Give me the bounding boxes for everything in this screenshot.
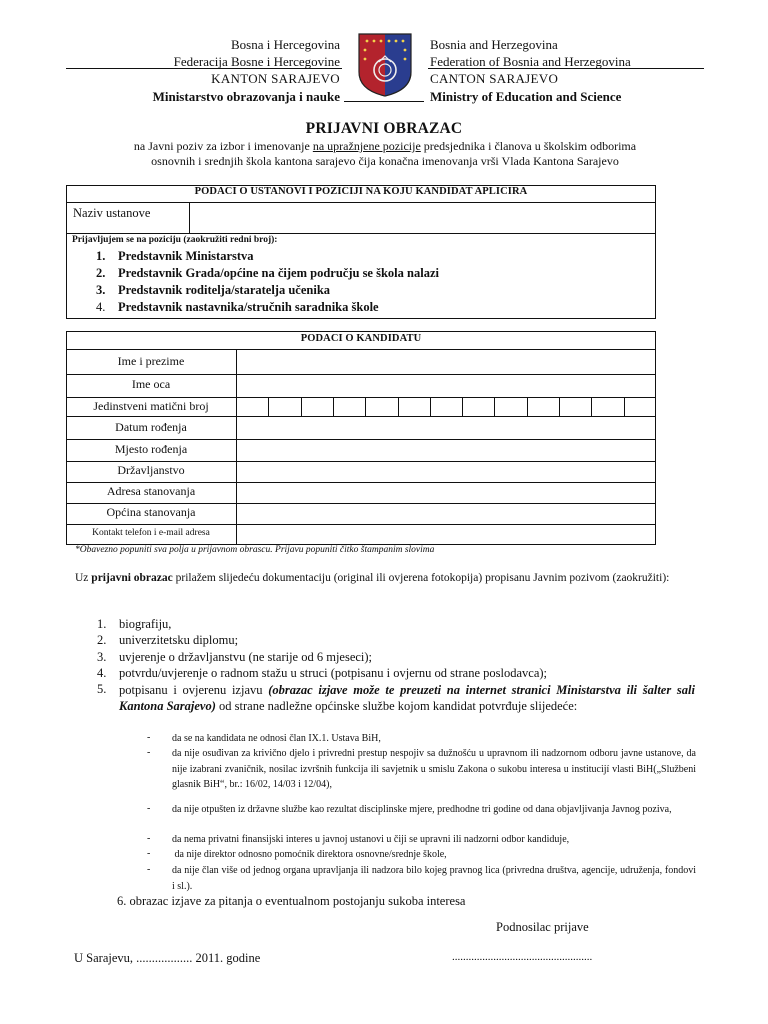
- item5-pre: potpisanu i ovjerenu izjavu: [119, 683, 269, 697]
- intro-pre: Uz: [75, 572, 92, 584]
- doc-item-1[interactable]: [97, 617, 171, 632]
- birth-date-field[interactable]: [238, 418, 654, 438]
- position-option-3[interactable]: [96, 282, 439, 299]
- condition-6: da nije član više od jednog organa upravljanja ili nadzora bilo kojeg pravnog lica (privredna društva, agencije, udruženja, fondovi i sl.).: [172, 865, 696, 892]
- divider: [236, 349, 237, 545]
- option-number: 3.: [96, 283, 106, 297]
- intro-bold: prijavni obrazac: [91, 572, 173, 584]
- divider: [66, 524, 656, 525]
- form-title: PRIJAVNI OBRAZAC: [305, 120, 463, 137]
- jmbg-digit-box[interactable]: [398, 397, 430, 417]
- jmbg-digit-box[interactable]: [236, 397, 268, 417]
- jmbg-digit-box[interactable]: [430, 397, 462, 417]
- row-label-birth-place: Mjesto rođenja: [114, 442, 188, 456]
- jmbg-digit-box[interactable]: [301, 397, 333, 417]
- place-date-line[interactable]: U Sarajevu, .................. 2011. godine: [74, 951, 261, 965]
- jmbg-digit-box[interactable]: [527, 397, 559, 417]
- header-rule-left: [66, 68, 342, 69]
- municipality-field[interactable]: [238, 504, 654, 523]
- candidate-section-heading: PODACI O KANDIDATU: [300, 333, 422, 344]
- row-label-father-name: Ime oca: [131, 377, 171, 391]
- jmbg-digit-box[interactable]: [333, 397, 365, 417]
- subtitle-line1: [60, 139, 710, 154]
- subtitle-line2: osnovnih i srednjih škola kantona sarajevo čija konačna imenovanja vrši Vlada Kantona Sarajevo: [151, 154, 619, 168]
- row-label-address: Adresa stanovanja: [106, 484, 196, 498]
- jmbg-digit-box[interactable]: [268, 397, 300, 417]
- doc-number: 1.: [97, 617, 107, 631]
- institution-name-label: Naziv ustanove: [73, 206, 151, 220]
- header-right-line2: Federation of Bosnia and Herzegovina: [430, 54, 631, 69]
- doc-item-5[interactable]: [119, 682, 695, 714]
- full-name-field[interactable]: [238, 351, 654, 373]
- divider: [189, 202, 190, 233]
- condition-2: da nije osuđivan za krivično djelo i privredni prestup nespojiv sa dužnošću u upravnom ili nadzornom odboru javne ustanove, da nije izabrani zvaničnik, nosilac izvršnih funkcija ili savjetnik u smislu Zakona o sukobu interesa u institucijí vlasti BiH(„Službeni glasnik BiH“, br.: 16/02, 14/03 i 12/04),: [172, 748, 696, 790]
- intro-post: prilažem slijedeću dokumentaciju (original ili ovjerena fotokopija) propisanu Javnim pozivom (zaokružiti):: [172, 572, 670, 584]
- item5-post: od strane nadležne općinske službe kojom kandidat potvrđuje slijedeće:: [215, 699, 578, 713]
- option-label: Predstavnik nastavnika/stručnih saradnika škole: [118, 300, 379, 314]
- position-option-1[interactable]: [96, 248, 439, 265]
- header-left-line1: Bosna i Hercegovina: [230, 37, 340, 52]
- row-label-citizenship: Državljanstvo: [117, 463, 185, 477]
- bullet-dash: -: [147, 732, 151, 743]
- condition-4: da nema privatni finansijski interes u javnoj ustanovi u čiji se upravni ili nadzorni odbor kandiduje,: [172, 834, 570, 845]
- divider: [66, 439, 656, 440]
- position-option-2[interactable]: [96, 265, 439, 282]
- jmbg-digit-box[interactable]: [591, 397, 623, 417]
- row-label-contact: Kontakt telefon i e-mail adresa: [92, 528, 210, 538]
- doc-number: 4.: [97, 666, 107, 680]
- header-right: [430, 36, 631, 105]
- signature-line[interactable]: ...................................................: [452, 951, 593, 963]
- documents-intro: [75, 571, 695, 585]
- doc-item-3[interactable]: [97, 650, 372, 665]
- subtitle-line1-underlined: na upražnjene pozicije: [312, 139, 421, 153]
- subtitle-line1-post: predsjednika i članova u školskim odborima: [420, 139, 637, 153]
- mandatory-note: *Obavezno popuniti sva polja u prijavnom obrascu. Prijavu popuniti čitko štampanim slovima: [75, 545, 435, 555]
- citizenship-field[interactable]: [238, 462, 654, 481]
- option-number: 2.: [96, 266, 106, 280]
- jmbg-digit-box[interactable]: [494, 397, 526, 417]
- jmbg-digit-box[interactable]: [559, 397, 591, 417]
- bullet-dash: -: [147, 747, 151, 758]
- doc-label: biografiju,: [119, 617, 172, 631]
- sarajevo-canton-coat-of-arms-icon: [357, 32, 413, 98]
- row-label-municipality: Općina stanovanja: [106, 505, 196, 519]
- row-label-jmbg: Jedinstveni matični broj: [93, 399, 209, 413]
- subtitle-line1-pre: na Javni poziv za izbor i imenovanje: [133, 139, 313, 153]
- form-subtitle: [60, 139, 710, 169]
- divider: [66, 349, 656, 350]
- address-field[interactable]: [238, 483, 654, 502]
- header-left: [153, 36, 340, 105]
- header-right-line3: CANTON SARAJEVO: [430, 71, 559, 86]
- doc-label: potvrdu/uvjerenje o radnom stažu u struci (potpisanu i ovjernu od strane poslodavca);: [119, 666, 548, 680]
- applicant-label: Podnosilac prijave: [496, 920, 589, 934]
- header-right-line1: Bosnia and Herzegovina: [430, 37, 558, 52]
- doc-label: univerzitetsku diplomu;: [119, 633, 239, 647]
- bullet-dash: -: [147, 833, 151, 844]
- divider: [66, 233, 656, 234]
- option-label: Predstavnik Ministarstva: [118, 249, 254, 263]
- doc-item-6[interactable]: 6. obrazac izjave za pitanja o eventualnom postojanju sukoba interesa: [117, 894, 466, 908]
- position-option-4[interactable]: [96, 299, 439, 316]
- position-options: [96, 248, 439, 316]
- birth-place-field[interactable]: [238, 441, 654, 460]
- contact-field[interactable]: [238, 526, 654, 544]
- item5-bold-italic: (obrazac izjave može te preuzeti na internet stranici Ministarstva ili šalter sali Kantona Sarajevo): [119, 683, 695, 713]
- condition-5: da nije direktor odnosno pomoćnik direktora osnovne/srednje škole,: [172, 849, 447, 860]
- bullet-dash: -: [147, 848, 151, 859]
- option-number: 4.: [96, 300, 106, 314]
- condition-3: da nije otpušten iz državne službe kao rezultat disciplinske mjere, predhodne tri godine od dana objavljivanja Javnog poziva,: [172, 804, 672, 815]
- header-left-line3: KANTON SARAJEVO: [211, 71, 340, 86]
- father-name-field[interactable]: [238, 376, 654, 396]
- institution-name-field[interactable]: [191, 204, 653, 231]
- jmbg-digit-box[interactable]: [462, 397, 494, 417]
- institution-section-heading: PODACI O USTANOVI I POZICIJI NA KOJU KANDIDAT APLICIRA: [194, 186, 528, 197]
- jmbg-digit-box[interactable]: [365, 397, 397, 417]
- divider: [66, 202, 656, 203]
- header-right-line4: Ministry of Education and Science: [430, 89, 622, 104]
- row-label-full-name: Ime i prezime: [117, 354, 185, 368]
- doc-number: 2.: [97, 633, 107, 647]
- divider: [66, 374, 656, 375]
- header-rule-crest: [344, 101, 424, 102]
- doc-item-4[interactable]: [97, 666, 547, 681]
- bullet-dash: -: [147, 864, 151, 875]
- condition-1: da se na kandidata ne odnosi član IX.1. Ustava BiH,: [172, 733, 381, 744]
- doc-item-2[interactable]: [97, 633, 238, 648]
- header-left-line4: Ministarstvo obrazovanja i nauke: [152, 89, 340, 104]
- option-label: Predstavnik roditelja/staratelja učenika: [118, 283, 331, 297]
- doc-item-5-number: 5.: [97, 682, 107, 696]
- position-prompt: Prijavljujem se na poziciju (zaokružiti redni broj):: [72, 235, 278, 245]
- jmbg-digit-box[interactable]: [624, 397, 656, 417]
- doc-number: 3.: [97, 650, 107, 664]
- bullet-dash: -: [147, 803, 151, 814]
- doc-label: uvjerenje o državljanstvu (ne starije od 6 mjeseci);: [119, 650, 373, 664]
- header-left-line2: Federacija Bosne i Hercegovine: [173, 54, 340, 69]
- header-rule-right: [428, 68, 704, 69]
- option-label: Predstavnik Grada/općine na čijem području se škola nalazi: [118, 266, 439, 280]
- option-number: 1.: [96, 249, 106, 263]
- row-label-birth-date: Datum rođenja: [115, 420, 187, 434]
